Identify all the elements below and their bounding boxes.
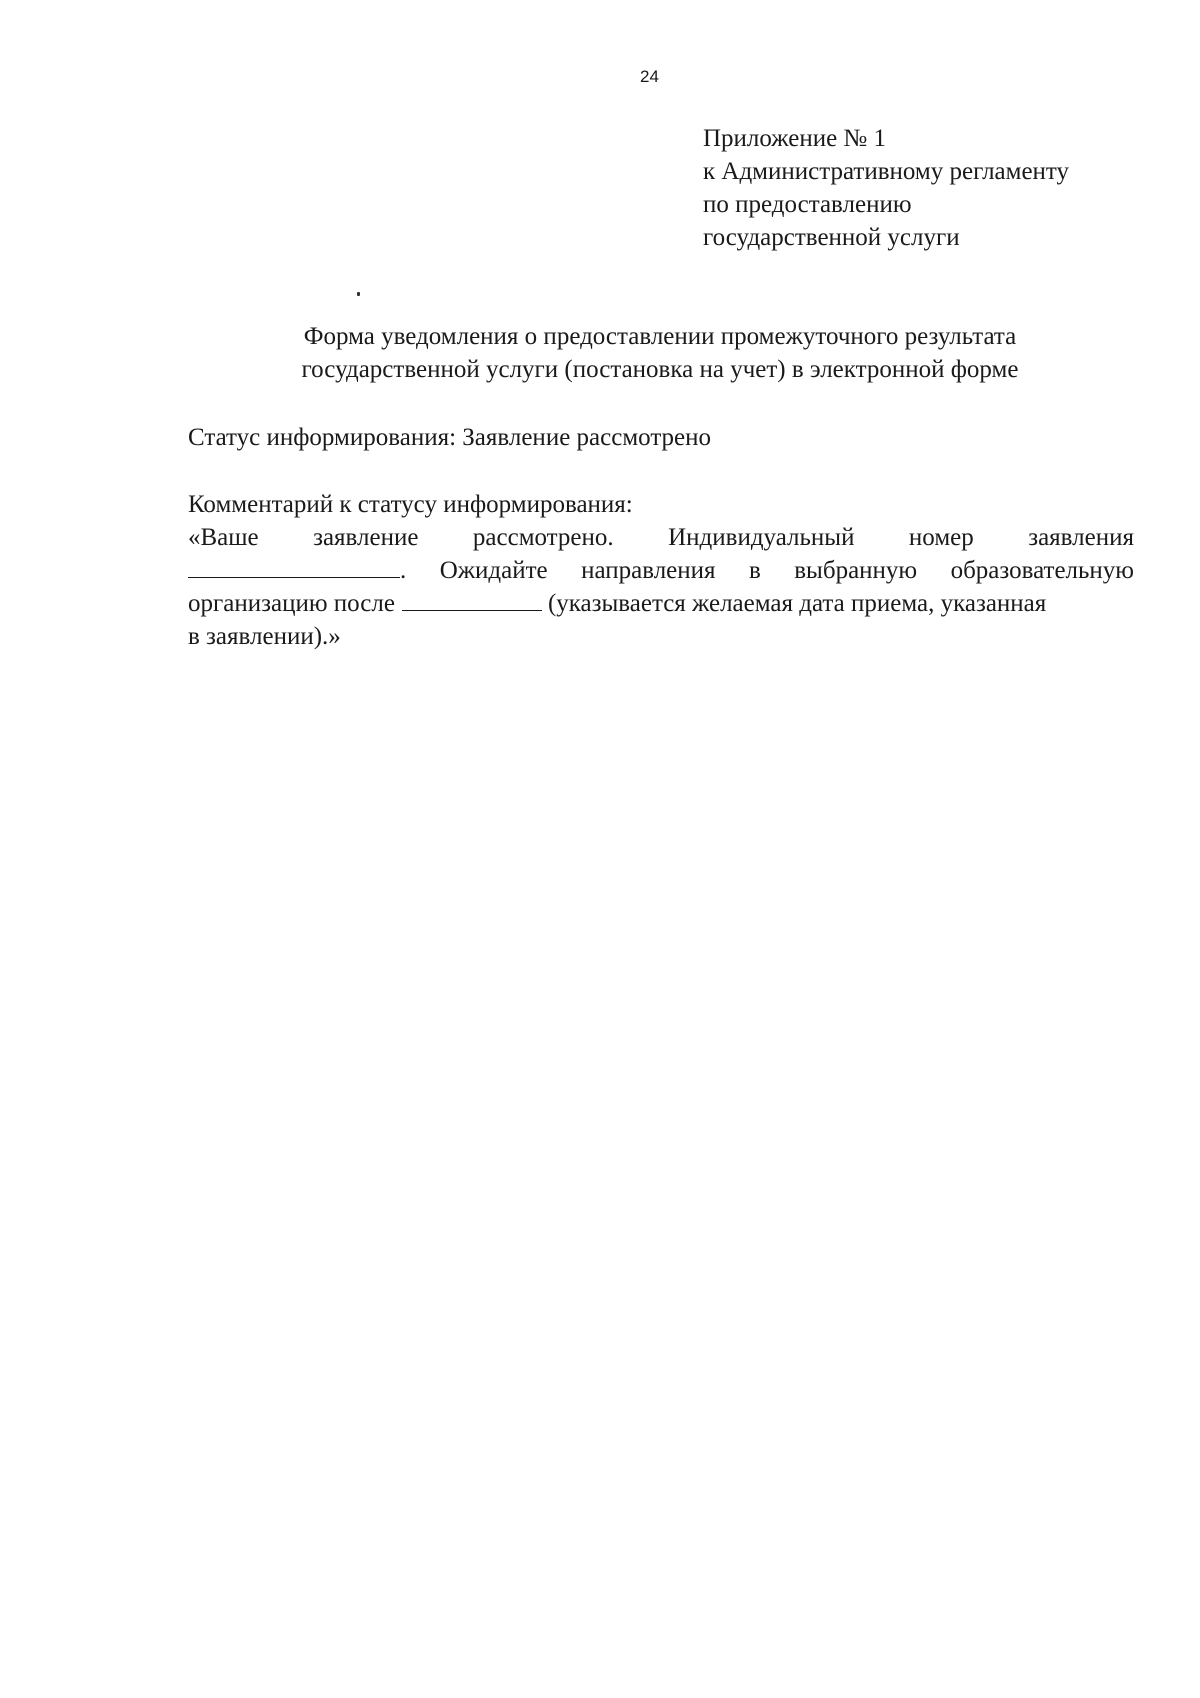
form-title-line: Форма уведомления о предоставлении промежуточного результата xyxy=(303,323,1017,350)
comment-word: выбранную xyxy=(794,557,918,584)
page-number: 24 xyxy=(640,67,659,86)
comment-word: «Ваше xyxy=(188,524,259,551)
comment-word: заявление xyxy=(313,524,419,551)
comment-word: Ожидайте xyxy=(439,557,548,584)
comment-word: образовательную xyxy=(950,557,1134,584)
comment-word: рассмотрено. xyxy=(472,524,614,551)
comment-word: в xyxy=(748,557,761,584)
comment-line3-suffix: (указывается желаемая дата приема, указанная xyxy=(547,590,1047,617)
comment-word: направления xyxy=(581,557,716,584)
comment-line-2 xyxy=(188,554,1134,587)
annex-line: государственной услуги xyxy=(703,224,960,251)
application-number-group xyxy=(188,554,406,587)
comment-line-1 xyxy=(188,521,1134,554)
annex-line: к Административному регламенту xyxy=(703,158,1070,185)
comment-line3-prefix: организацию после xyxy=(188,590,395,617)
form-title-line: государственной услуги (постановка на учет) в электронной форме xyxy=(301,356,1019,383)
scan-speck xyxy=(357,292,360,296)
comment-word: . xyxy=(400,557,407,584)
form-title xyxy=(230,320,1090,386)
comment-word: Индивидуальный xyxy=(668,524,855,551)
annex-line: по предоставлению xyxy=(703,191,912,218)
annex-line: Приложение № 1 xyxy=(703,125,887,152)
comment-line-4: в заявлении).» xyxy=(188,623,341,650)
comment-body xyxy=(188,521,1134,653)
annex-header xyxy=(703,122,1143,254)
application-number-blank xyxy=(188,555,400,578)
comment-word: номер xyxy=(908,524,974,551)
comment-word: заявления xyxy=(1028,524,1134,551)
status-text: Статус информирования: Заявление рассмотрено xyxy=(188,424,712,451)
admission-date-blank xyxy=(402,588,542,611)
comment-line-3 xyxy=(188,587,1134,620)
comment-label: Комментарий к статусу информирования: xyxy=(188,491,633,518)
